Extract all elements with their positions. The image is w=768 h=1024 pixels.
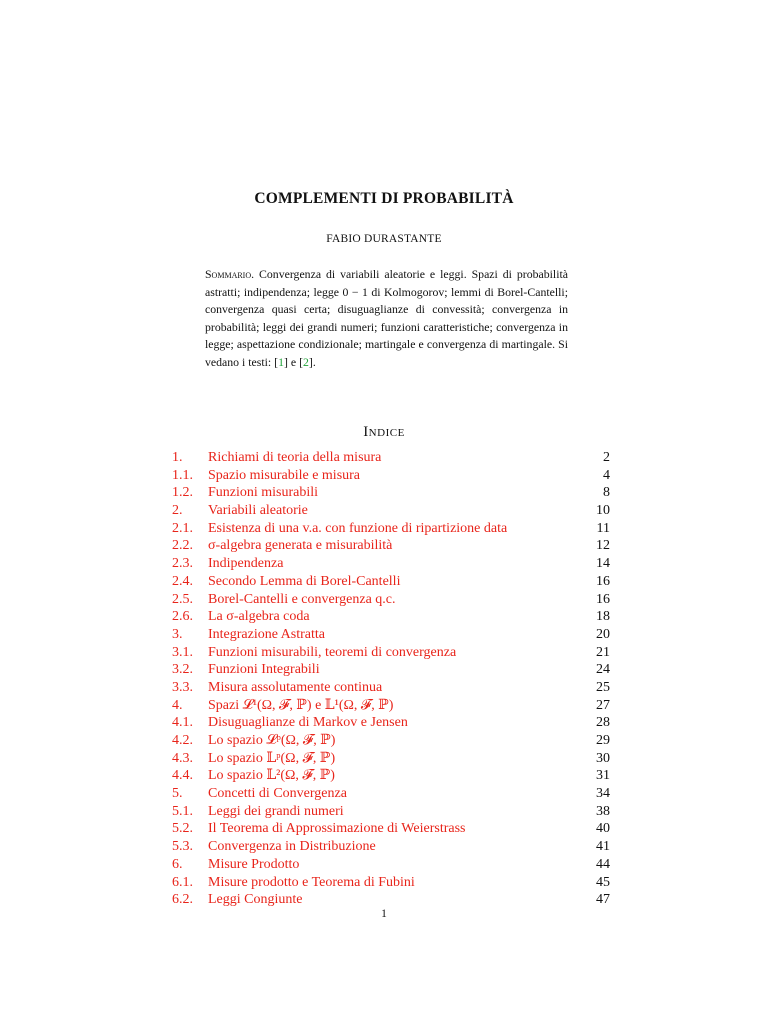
toc-entry[interactable] [172, 484, 610, 502]
toc-entry-page: 27 [596, 697, 610, 713]
toc-entry-title[interactable]: Funzioni misurabili [208, 485, 319, 501]
toc-entry[interactable] [172, 874, 610, 892]
citation-link-2[interactable]: 2 [303, 354, 309, 369]
citation-separator: e [290, 354, 297, 369]
toc-entry[interactable] [172, 555, 610, 573]
toc-entry[interactable] [172, 537, 610, 555]
toc-entry[interactable] [172, 767, 610, 785]
toc-entry-page: 14 [596, 556, 610, 572]
toc-entry-number[interactable]: 4.4. [172, 768, 193, 784]
toc-entry-page: 11 [596, 520, 610, 536]
toc-entry[interactable] [172, 661, 610, 679]
toc-entry-title[interactable]: Funzioni Integrabili [208, 662, 320, 678]
toc-entry-title[interactable]: Richiami di teoria della misura [208, 450, 382, 465]
toc-entry[interactable] [172, 750, 610, 768]
toc-entry-number[interactable]: 3.3. [172, 679, 193, 695]
toc-entry-page: 25 [596, 679, 610, 695]
toc-entry-number[interactable]: 1. [172, 450, 183, 465]
toc-entry[interactable] [172, 820, 610, 838]
toc-entry-title[interactable]: Misure Prodotto [208, 856, 300, 872]
toc-entry-number[interactable]: 4.3. [172, 750, 193, 766]
toc-entry-title[interactable]: Esistenza di una v.a. con funzione di ripartizione data [208, 520, 508, 536]
toc-entry-page: 29 [596, 733, 610, 748]
author-name: FABIO DURASTANTE [326, 233, 442, 245]
toc-entry[interactable] [172, 838, 610, 856]
toc-entry[interactable] [172, 891, 610, 909]
toc-entry-page: 45 [596, 874, 610, 890]
toc-entry-page: 31 [596, 768, 610, 784]
toc-entry-page: 18 [596, 609, 610, 625]
toc-entry-title[interactable]: Leggi Congiunte [208, 892, 303, 908]
toc-entry-number[interactable]: 2. [172, 503, 183, 519]
toc-entry-number[interactable]: 5.2. [172, 821, 193, 837]
toc-entry[interactable] [172, 626, 610, 644]
toc-entry[interactable] [172, 502, 610, 520]
abstract: Sommario. Convergenza di variabili aleatorie e leggi. Spazi di probabilità astratti; indipendenza; legge 0 − 1 di Kolmogorov; lemmi di Borel-Cantelli; convergenza quasi certa; disuguaglianze di convessità; convergenza in probabilità; leggi dei grandi numeri; funzioni caratteristiche; convergenza in legge; aspettazione condizionale; martingale e convergenza di martingale. Si vedano i testi: [1] e [2]. [205, 267, 568, 369]
toc-entry-page: 28 [596, 715, 610, 731]
toc-entry-title[interactable]: Misura assolutamente continua [208, 679, 383, 695]
toc-entry-title[interactable]: Misure prodotto e Teorema di Fubini [208, 874, 415, 890]
toc-entry-page: 40 [596, 821, 610, 837]
toc-entry[interactable] [172, 644, 610, 662]
toc-entry[interactable] [172, 591, 610, 609]
toc-entry[interactable] [172, 608, 610, 626]
toc-entry-number[interactable]: 1.1. [172, 467, 193, 483]
toc-entry-number[interactable]: 4.1. [172, 715, 193, 731]
abstract-text: Convergenza di variabili aleatorie e leggi. Spazi di probabilità astratti; indipendenza; legge 0 − 1 di Kolmogorov; lemmi di Borel-Cantelli; convergenza quasi certa; disuguaglianze di convessità; convergenza in probabilità; leggi dei grandi numeri; funzioni caratteristiche; convergenza in legge; aspettazione condizionale; martingale e convergenza di martingale. Si vedano i testi: [205, 267, 568, 369]
toc-entry-page: 4 [603, 467, 610, 483]
abstract-end: . [312, 354, 316, 369]
toc-entry-page: 16 [596, 591, 610, 607]
toc-entry-title[interactable]: Convergenza in Distribuzione [208, 839, 376, 855]
toc-entry-number[interactable]: 2.5. [172, 591, 193, 607]
toc-entry-page: 8 [603, 485, 610, 501]
page-number: 1 [381, 908, 387, 920]
toc-entry-page: 41 [596, 839, 610, 855]
toc-entry-title[interactable]: Indipendenza [208, 556, 284, 572]
toc-entry-number[interactable]: 6.1. [172, 874, 193, 890]
toc-entry-number[interactable]: 2.2. [172, 538, 193, 554]
toc-entry-page: 10 [596, 503, 610, 519]
citation-link-1[interactable]: 1 [278, 354, 284, 369]
toc-entry-number[interactable]: 3. [172, 626, 183, 642]
toc-entry[interactable] [172, 697, 610, 715]
toc-entry-title[interactable]: Leggi dei grandi numeri [208, 803, 344, 819]
toc-entry[interactable] [172, 785, 610, 803]
toc-entry-number[interactable]: 5. [172, 786, 183, 802]
toc-entry-page: 47 [596, 892, 610, 908]
toc-entry-page: 21 [596, 644, 610, 660]
toc-entry-number[interactable]: 5.3. [172, 839, 193, 855]
toc-entry-page: 24 [596, 662, 610, 678]
toc-entry-title[interactable]: Secondo Lemma di Borel-Cantelli [208, 573, 401, 589]
toc-entry[interactable] [172, 573, 610, 591]
toc-heading: Indice [363, 424, 405, 440]
toc-entry-title[interactable]: Integrazione Astratta [208, 626, 326, 642]
toc-entry-title[interactable]: Spazio misurabile e misura [208, 467, 361, 483]
toc-entry-page: 44 [596, 856, 610, 872]
toc-entry[interactable] [172, 803, 610, 821]
toc-entry-number[interactable]: 3.1. [172, 644, 193, 660]
toc-entry-number[interactable]: 3.2. [172, 662, 193, 678]
toc-entry[interactable] [172, 679, 610, 697]
toc-entry-page: 12 [596, 538, 610, 554]
toc-entry-number[interactable]: 2.1. [172, 520, 193, 536]
toc-entry-title[interactable]: Lo spazio 𝓛ᵖ(Ω, 𝓕, ℙ) [208, 733, 336, 748]
table-of-contents [172, 449, 610, 909]
toc-entry[interactable] [172, 449, 610, 467]
toc-entry-number[interactable]: 5.1. [172, 803, 193, 819]
toc-entry-title[interactable]: Borel-Cantelli e convergenza q.c. [208, 591, 396, 607]
toc-entry-title[interactable]: Funzioni misurabili, teoremi di convergenza [208, 644, 457, 660]
toc-entry-number[interactable]: 4.2. [172, 733, 193, 748]
toc-entry-number[interactable]: 2.3. [172, 556, 193, 572]
toc-entry-title[interactable]: Lo spazio 𝕃²(Ω, 𝓕, ℙ) [208, 768, 335, 784]
toc-entry-number[interactable]: 4. [172, 697, 183, 713]
toc-entry-number[interactable]: 2.6. [172, 609, 193, 625]
toc-entry-number[interactable]: 6. [172, 856, 183, 872]
toc-entry-title[interactable]: Spazi 𝓛¹(Ω, 𝓕, ℙ) e 𝕃¹(Ω, 𝓕, ℙ) [208, 697, 394, 713]
toc-entry[interactable] [172, 856, 610, 874]
toc-entry-title[interactable]: Disuguaglianze di Markov e Jensen [208, 715, 408, 731]
toc-entry-title[interactable]: Concetti di Convergenza [208, 786, 347, 802]
toc-entry-page: 20 [596, 626, 610, 642]
toc-entry-title[interactable]: La σ-algebra coda [208, 609, 310, 625]
toc-entry[interactable] [172, 714, 610, 732]
toc-entry[interactable] [172, 732, 610, 750]
toc-entry-title[interactable]: Variabili aleatorie [208, 503, 308, 519]
toc-entry-number[interactable]: 1.2. [172, 485, 193, 501]
toc-entry-title[interactable]: Il Teorema di Approssimazione di Weierstrass [208, 821, 466, 837]
toc-entry-number[interactable]: 2.4. [172, 573, 193, 589]
toc-entry[interactable] [172, 520, 610, 538]
toc-entry-page: 38 [596, 803, 610, 819]
document-title: COMPLEMENTI DI PROBABILITÀ [254, 190, 514, 207]
abstract-label: Sommario. [205, 267, 255, 281]
toc-entry-number[interactable]: 6.2. [172, 892, 193, 908]
toc-entry-title[interactable]: σ-algebra generata e misurabilità [208, 538, 393, 554]
toc-entry-page: 16 [596, 573, 610, 589]
toc-entry[interactable] [172, 467, 610, 485]
toc-entry-title[interactable]: Lo spazio 𝕃ᵖ(Ω, 𝓕, ℙ) [208, 750, 336, 766]
toc-entry-page: 34 [596, 786, 610, 802]
toc-entry-page: 2 [603, 450, 610, 465]
toc-entry-page: 30 [596, 750, 610, 766]
